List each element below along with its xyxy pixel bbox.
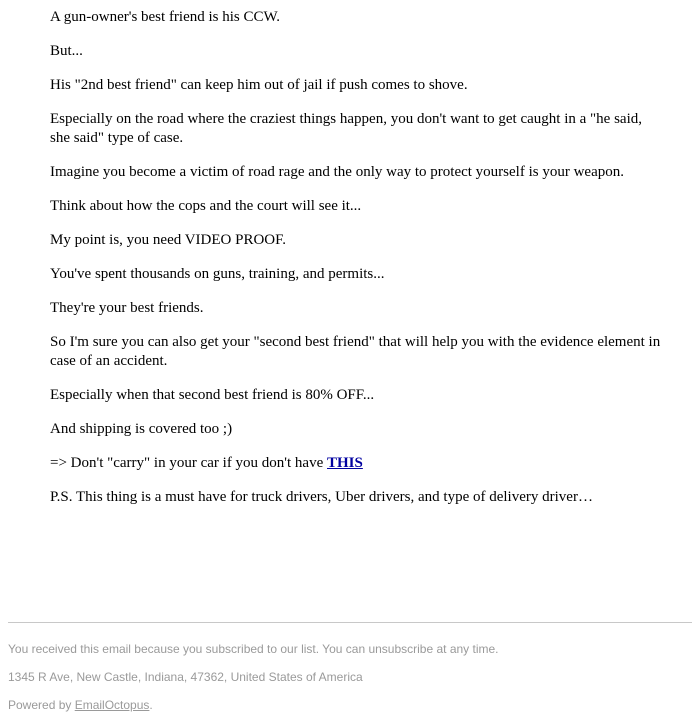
paragraph-intro: A gun-owner's best friend is his CCW. bbox=[50, 9, 281, 25]
emailoctopus-link[interactable]: EmailOctopus bbox=[74, 698, 150, 712]
powered-by bbox=[8, 698, 692, 712]
paragraph-cops-court: Think about how the cops and the court will see it... bbox=[50, 198, 362, 214]
subscription-notice: You received this email because you subscribed to our list. You can unsubscribe at any time. bbox=[8, 642, 499, 656]
cta-prefix: => Don't "carry" in your car if you don't have bbox=[50, 455, 327, 471]
paragraph-road: Especially on the road where the craziest things happen, you don't want to get caught in a "he said, she said" type of case. bbox=[50, 111, 642, 146]
powered-by-prefix: Powered by bbox=[8, 698, 75, 712]
footer bbox=[8, 642, 692, 726]
paragraph-but: But... bbox=[50, 43, 83, 59]
email-body bbox=[50, 0, 665, 522]
paragraph-discount: Especially when that second best friend is 80% OFF... bbox=[50, 387, 375, 403]
cta-paragraph bbox=[50, 454, 665, 473]
paragraph-best-friends: They're your best friends. bbox=[50, 300, 204, 316]
paragraph-second-friend: His "2nd best friend" can keep him out of jail if push comes to shove. bbox=[50, 77, 468, 93]
ps-paragraph: P.S. This thing is a must have for truck drivers, Uber drivers, and type of delivery driver… bbox=[50, 489, 593, 505]
powered-by-suffix: . bbox=[149, 698, 153, 712]
paragraph-spent-thousands: You've spent thousands on guns, training, and permits... bbox=[50, 266, 385, 282]
paragraph-evidence: So I'm sure you can also get your "second best friend" that will help you with the evidence element in case of an accident. bbox=[50, 334, 661, 369]
paragraph-video-proof: My point is, you need VIDEO PROOF. bbox=[50, 232, 287, 248]
cta-link[interactable]: THIS bbox=[327, 455, 363, 471]
footer-divider bbox=[8, 622, 692, 623]
paragraph-road-rage: Imagine you become a victim of road rage and the only way to protect yourself is your weapon. bbox=[50, 164, 624, 180]
paragraph-shipping: And shipping is covered too ;) bbox=[50, 421, 233, 437]
postal-address: 1345 R Ave, New Castle, Indiana, 47362, United States of America bbox=[8, 670, 363, 684]
